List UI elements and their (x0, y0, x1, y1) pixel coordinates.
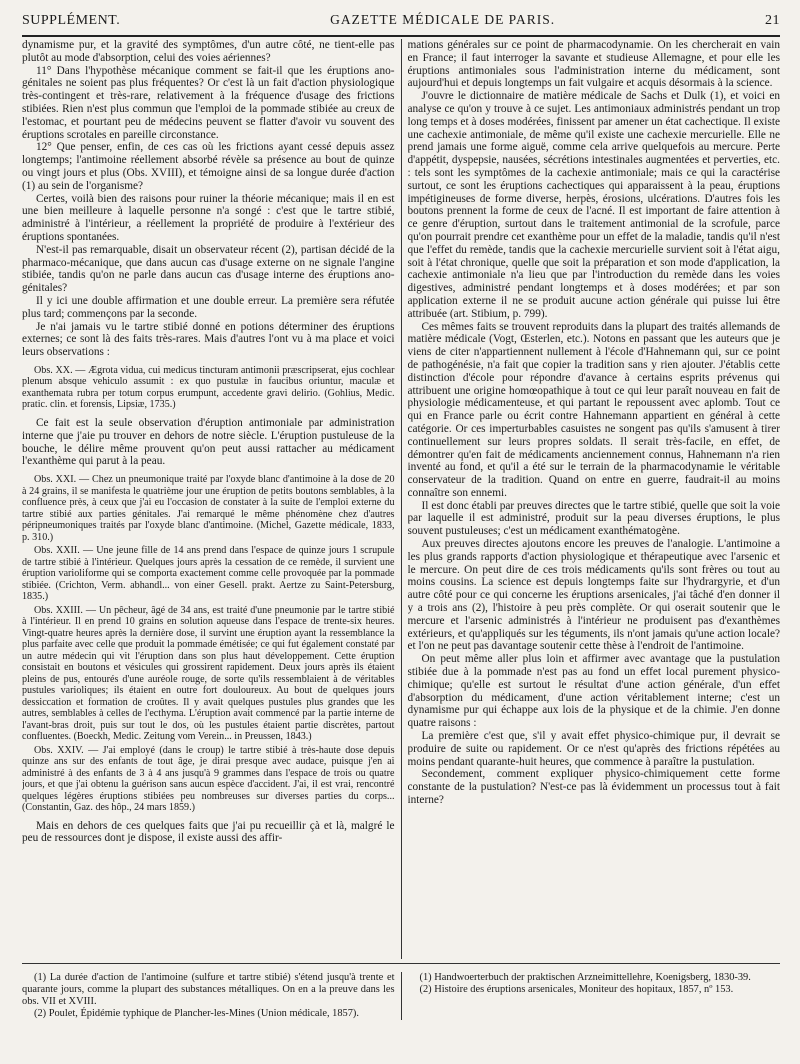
paragraph: 11° Dans l'hypothèse mécanique comment se fait-il que les éruptions ano-génitales ne soient pas plus fréquentes? Or c'est là un fait d'action physiologique très-contingent et très-rare, relativement à la fréquence d'usage des frictions stibiées. Rien n'est plus commun que l'emploi de la pommade stibiée au creux de l'estomac, et pourtant peu de médecins peuvent se flatter d'avoir vu souvent des éruptions scrotales en pareille circonstance. (22, 64, 395, 141)
right-column (408, 39, 781, 959)
paragraph: Ces mêmes faits se trouvent reproduits dans la plupart des traités allemands de matière médicale (Vogt, Œsterlen, etc.). Notons en passant que les auteurs que je viens de citer n'appartiennent nullement à l'école d'Hahnemann qui, sur ce point de pathogénésie, n'a fait que copier la tradition sans y rien ajouter. J'établis cette distinction d'école pour répondre d'avance à certains esprits prévenus qui attribuent une origine homœopathique à tout ce qui leur paraît nouveau en fait de physiologie médicamenteuse, et qui partant le repoussent avec aplomb. Tout ce qui en France parle ou écrit contre Hahnemann appartient en général à cette catégorie. Or ces imperturbables casuistes ne songent pas qu'ils s'amusent à tirer continuellement sur leurs propres soldats. Il serait très-facile, en effet, de démontrer qu'en fait de médicaments anciennement connus, Hahnemann n'a rien inventé au fond, et qu'il a été sur le terrain de la pharmacodynamie le véritable conservateur de la tradition. Quand on entre en guerre, faudrait-il au moins connaître son ennemi. (407, 320, 780, 499)
footnote: (1) La durée d'action de l'antimoine (sulfure et tartre stibié) s'étend jusqu'à trente et quarante jours, comme la plupart des substances métalliques. On en a la preuve dans les obs. VII et XVIII. (22, 972, 395, 1007)
paragraph: mations générales sur ce point de pharmacodynamie. On les chercherait en vain en France; il faut interroger la savante et studieuse Allemagne, et pour elle les éruptions antimoniales sous l'administration interne du médicament, sont aujourd'hui et depuis longtemps un fait vulgaire et acquis désormais à la science. (407, 39, 780, 90)
paragraph: Mais en dehors de ces quelques faits que j'ai pu recueillir çà et là, malgré le peu de ressources dont je dispose, il existe aussi des affir- (22, 819, 395, 845)
footnote-divider (401, 972, 402, 1020)
observation-xx: Obs. XX. — Ægrota vidua, cui medicus tincturam antimonii præscripserat, ejus cochlear plenum absque vehiculo assumit : ex quo pustulæ in faucibus oriuntur, maculæ et exanthemata rubra per totum corpus erumpunt, accedente gravi delirio. (Gohlius, Medic. pratic. clin. et forensis, Lipsiæ, 1735.) (22, 364, 395, 411)
journal-title: GAZETTE MÉDICALE DE PARIS. (330, 12, 556, 27)
observation-xxiii: Obs. XXIII. — Un pêcheur, âgé de 34 ans, est traité d'une pneumonie par le tartre stibié à l'intérieur. Il en prend 10 grains en solution aqueuse dans l'espace de trente-six heures. Vingt-quatre heures après la dernière dose, il survint une éruption ayant la ressemblance la plus parfaite avec celle que produit la pommade émétisée; ce qui fut également constaté par un autre médecin qui vit l'éruption dans son plus haut développement. Cette éruption consistait en boutons et vésicules qui grossirent rapidement. Deux jours après ils étaient pleins de pus, entourés d'une auréole rouge, de sorte qu'ils ressemblaient à de véritables pustules varioliques; ils étaient en outre fort douloureux. Au bout de quelques jours dessiccation et formation de croûtes. Il y avait quelques pustules plus grandes que les autres, semblables à celles de l'ecthyma. L'éruption avait commencé par la partie interne de l'avant-bras droit, puis sur tout le dos, où les pustules étaient partie discrètes, partout confluentes. (Boeckh, Medic. Zeitung vom Verein... in Preussen, 1843.) (22, 604, 395, 743)
observation-xxi: Obs. XXI. — Chez un pneumonique traité par l'oxyde blanc d'antimoine à la dose de 20 à 24 grains, il se manifesta le quatrième jour une éruption de petits boutons semblables, à la confluence près, à ceux que j'ai eu l'occasion de constater à la suite de l'emploi externe du tartre stibié aux parties génitales. J'ai remarqué le même phénomène chez d'autres péripneumoniques traités par l'oxyde blanc d'antimoine. (Michel, Gazette médicale, 1833, p. 310.) (22, 474, 395, 543)
footnotes-right (408, 972, 781, 1020)
left-column (22, 39, 395, 959)
paragraph: On peut même aller plus loin et affirmer avec avantage que la pustulation stibiée due à la pommade n'est pas au fond un effet local purement physico-chimique; qu'elle est surtout le résultat d'une action générale, d'un effet d'absorption du médicament, d'une action véritablement interne; c'est un dynamisme pur qui échappe aux lois de la physique et de la chimie. J'en donne quatre raisons : (407, 653, 780, 730)
paragraph: dynamisme pur, et la gravité des symptômes, d'un autre côté, ne tient-elle pas plutôt au mode d'absorption, celui des voies aériennes? (22, 39, 395, 64)
footnotes-left (22, 972, 395, 1020)
footnotes (22, 963, 780, 1020)
footnote: (1) Handwoerterbuch der praktischen Arzneimittellehre, Koenigsberg, 1830-39. (419, 972, 751, 983)
paragraph: Certes, voilà bien des raisons pour ruiner la théorie mécanique; mais il en est une bien meilleure à laquelle personne n'a songé : c'est que le tartre stibié, administré à l'intérieur, a réellement la propriété de produire à l'extérieur des éruptions spontanées. (22, 192, 395, 243)
paragraph: La première c'est que, s'il y avait effet physico-chimique pur, il devrait se produire de suite ou rapidement. Or ce n'est qu'après des frictions répétées au moins pendant quarante-huit heures, que commence à paraître la pustulation. (407, 730, 780, 768)
paragraph: Aux preuves directes ajoutons encore les preuves de l'analogie. L'antimoine a les plus grands rapports d'action physiologique et thérapeutique avec l'arsenic et le mercure. On peut dire de ces trois médicaments qu'ils sont frères ou tout au moins cousins. La science est depuis longtemps faite sur l'hydrargyrie, et d'un autre côté pour ce qui concerne les éruptions arsenicales, j'ai tâché d'en donner il y a trois ans (2), l'histoire à peu près complète. Or qui oserait soutenir que le mercure et l'arsenic administrés à l'intérieur ne produisent pas d'exanthèmes extérieurs, et qu'appliqués sur les téguments, ils n'ont jamais qu'une action locale? et l'on ne peut pas davantage soutenir cette thèse à l'endroit de l'antimoine. (407, 538, 780, 653)
footnote: (2) Poulet, Épidémie typhique de Plancher-les-Mines (Union médicale, 1857). (34, 1008, 359, 1019)
observation-xxiv: Obs. XXIV. — J'ai employé (dans le croup) le tartre stibié à très-haute dose depuis quinze ans sur des enfants de tout âge, je dirai presque avec audace, puisque j'en ai administré à des enfants de 3 à 4 ans jusqu'à 9 grammes dans l'espace de trois ou quatre jours, et que j'ai obtenu la guérison sans aucun espèce d'accident. J'ai, il est vrai, rencontré quelques légères éruptions stibiées peu nombreuses sur diverses parties du corps... (Constantin, Gaz. des hôp., 24 mars 1859.) (22, 744, 395, 814)
paragraph: N'est-il pas remarquable, disait un observateur récent (2), partisan décidé de la pharmaco-mécanique, que dans aucun cas d'usage externe on ne signale l'angine stibiée, tandis qu'on ne parle dans aucun cas d'usage interne des éruptions ano-génitales? (22, 243, 395, 295)
page-number: 21 (764, 13, 780, 28)
paragraph: Il est donc établi par preuves directes que le tartre stibié, quelle que soit la voie par laquelle il est administré, produit sur la peau diverses éruptions, le plus souvent pustuleuses; c'est un médicament exanthématogène. (407, 499, 780, 538)
paragraph: Ce fait est la seule observation d'éruption antimoniale par administration interne que j'aie pu trouver en dehors de notre siècle. L'éruption pustuleuse de la bouche, le délire même prouvent qu'on peut aussi rattacher au médicament l'exanthème qui parut à la peau. (22, 416, 395, 468)
running-header (22, 12, 780, 32)
paragraph: Je n'ai jamais vu le tartre stibié donné en potions déterminer des éruptions externes; ce sont là des faits très-rares. Mais d'autres l'ont vu à ma place et voici leurs observations : (22, 320, 395, 359)
footnote: (2) Histoire des éruptions arsenicales, Moniteur des hopitaux, 1857, nº 153. (419, 984, 734, 995)
header-rule (22, 35, 780, 37)
column-divider (401, 39, 402, 959)
paragraph: Secondement, comment expliquer physico-chimiquement cette forme constante de la pustulation? N'est-ce pas là évidemment un processus tout à fait interne? (407, 768, 780, 807)
paragraph: J'ouvre le dictionnaire de matière médicale de Sachs et Dulk (1), et voici en analyse ce qu'on y trouve à ce sujet. Les antimoniaux administrés pendant un trop long temps et à doses modérées, finissent par amener un état cachectique. Il existe une cachexie antimoniale, de même qu'il existe une cachexie mercurielle. Elle ne prend jamais une forme aiguë, comme cela arrive quelquefois au mercure. Perte d'appétit, dyspepsie, nausées, sécrétions intestinales augmentées et perverties, etc. : tels sont les symptômes de la cachexie antimoniale; mais ce qui la caractérise surtout, ce sont les éruptions cachectiques qui apparaissent à la peau, éruptions impétigineuses de forme diverse, herpès, érosions, ulcérations. D'autres fois les boutons prennent la forme de ceux de l'acné. Il est important de faire attention à ce genre d'éruption, surtout dans le traitement antimonial de la scrofule, parce qu'on pourrait prendre cet exanthème pour un effet de la maladie, tandis qu'il n'est que l'effet du remède, tandis que la cachexie mercurielle survient soit à l'état aigu, soit à l'état chronique, quelle que soit la préparation et son mode d'application, la cachexie antimoniale n'a lieu que par l'introduction du remède dans les voies digestives, administré pendant longtemps et à doses modérées; et par son application externe il ne se produit aucune action générale qui puisse lui être attribuée (art. Stibium, p. 799). (407, 90, 780, 320)
observation-xxii: Obs. XXII. — Une jeune fille de 14 ans prend dans l'espace de quinze jours 1 scrupule de tartre stibié à l'intérieur. Quelques jours après la cessation de ce remède, il survient une éruption varioliforme qui se comporta exactement comme celle provoquée par la pommade stibiée. (Crichton, Verm. abhandl... von einer Gesell. prakt. Aertze zu Saint-Petersburg, 1835.) (22, 545, 395, 603)
body-columns (22, 39, 780, 959)
paragraph: Il y ici une double affirmation et une double erreur. La première sera réfutée plus tard; commençons par la seconde. (22, 294, 395, 320)
header-section-label: SUPPLÉMENT. (22, 13, 121, 28)
paragraph: 12° Que penser, enfin, de ces cas où les frictions ayant cessé depuis assez longtemps; l'antimoine réellement absorbé révèle sa présence au bout de quinze ou vingt jours et plus (Obs. XVIII), et témoigne ainsi de sa longue durée d'action (1) au sein de l'organisme? (22, 141, 395, 192)
